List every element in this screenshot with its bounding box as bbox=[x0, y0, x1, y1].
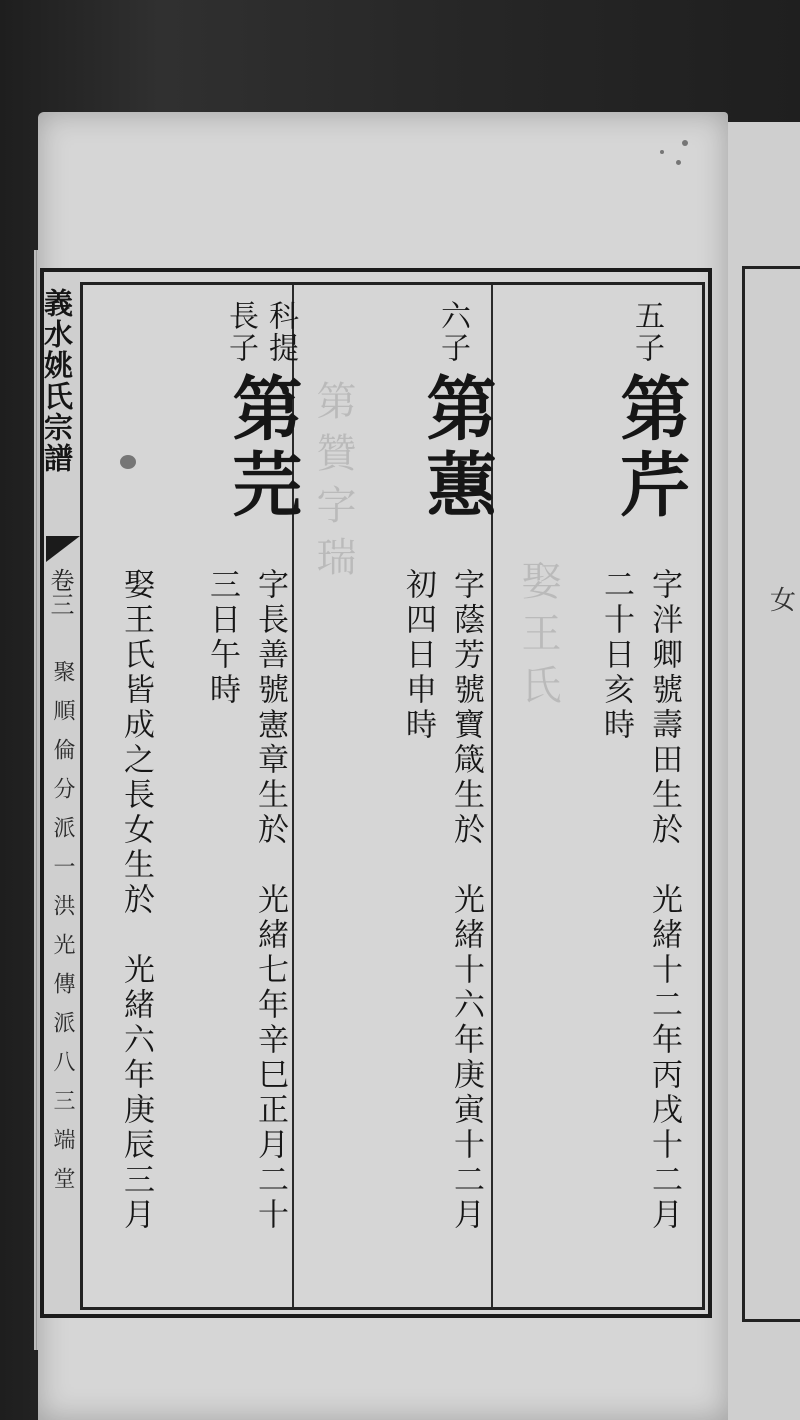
fishtail-mark bbox=[46, 536, 80, 562]
entry-rank: 六子 bbox=[435, 300, 470, 364]
entry-spouse: 娶王氏皆成之長女生於 光緒六年庚辰三月 bbox=[118, 568, 154, 1233]
entry-rank: 長子 bbox=[223, 300, 258, 364]
entry-bio: 三日午時 bbox=[204, 568, 240, 708]
ink-stain bbox=[682, 140, 688, 146]
entry-bio: 二十日亥時 bbox=[598, 568, 634, 743]
bleed-through: 娶王氏 bbox=[515, 560, 561, 716]
entry-bio: 字蔭芳號寶箴生於 光緒十六年庚寅十二月 bbox=[448, 568, 484, 1233]
bleed-through: 第贊字瑞 bbox=[310, 380, 356, 588]
volume-label: 卷三 bbox=[46, 568, 74, 616]
book-title: 義水姚氏宗譜 bbox=[40, 288, 74, 474]
entry-name: 第蕙 bbox=[415, 372, 498, 524]
entry-bio: 字泮卿號壽田生於 光緒十二年丙戌十二月 bbox=[646, 568, 682, 1233]
ink-stain bbox=[120, 455, 136, 469]
entry-bio: 初四日申時 bbox=[400, 568, 436, 743]
entry-rank: 五子 bbox=[629, 300, 664, 364]
next-page-frame bbox=[742, 266, 800, 1322]
entry-rank: 科提 bbox=[263, 300, 298, 364]
hall-label: 聚 順 倫 分 派 一 洪 光 傳 派 八 三 端 堂 bbox=[50, 660, 75, 1194]
ink-stain bbox=[676, 160, 681, 165]
entry-bio: 字長善號憲章生於 光緒七年辛巳正月二十 bbox=[252, 568, 288, 1233]
next-page-fragment: 女 bbox=[770, 586, 797, 616]
entry-name: 第芹 bbox=[609, 372, 692, 524]
entry-name: 第芫 bbox=[221, 372, 304, 524]
ink-stain bbox=[660, 150, 664, 154]
